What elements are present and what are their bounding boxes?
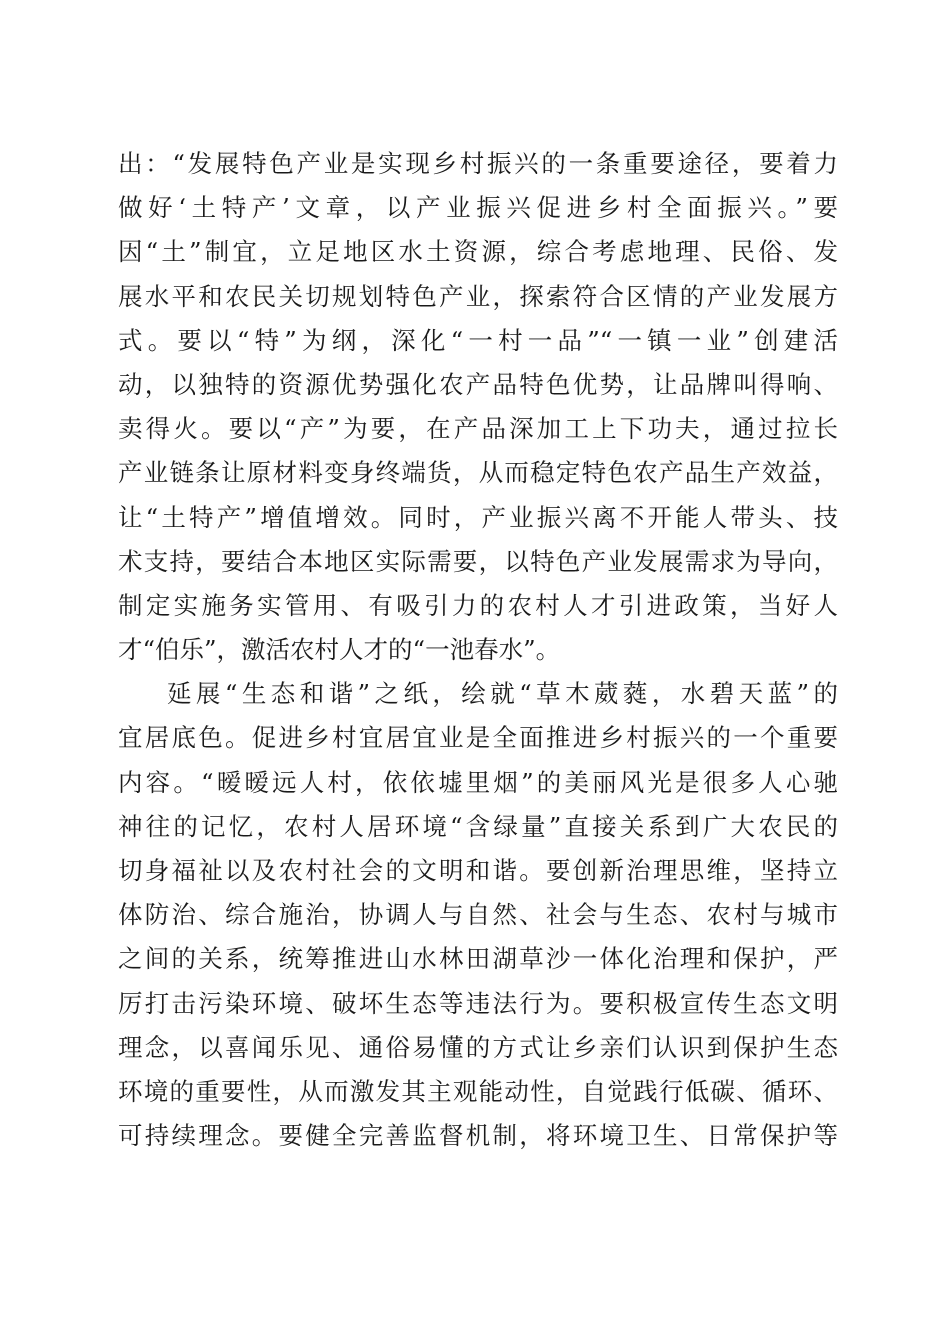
paragraph-2: [118, 672, 838, 1158]
text-line: 做好‘土特产’文章，以产业振兴促进乡村全面振兴。”要: [118, 193, 838, 223]
text-line: 术支持，要结合本地区实际需要，以特色产业发展需求为导向，: [118, 546, 838, 576]
text-line: 产业链条让原材料变身终端货，从而稳定特色农产品生产效益，: [118, 458, 838, 488]
text-line: 延展“生态和谐”之纸，绘就“草木葳蕤，水碧天蓝”的: [167, 679, 838, 709]
text-line: 厉打击污染环境、破坏生态等违法行为。要积极宣传生态文明: [118, 988, 838, 1018]
text-line: 动，以独特的资源优势强化农产品特色优势，让品牌叫得响、: [118, 369, 838, 399]
text-line: 环境的重要性，从而激发其主观能动性，自觉践行低碳、循环、: [118, 1076, 838, 1106]
text-line: 理念，以喜闻乐见、通俗易懂的方式让乡亲们认识到保护生态: [118, 1032, 838, 1062]
text-line: 式。要以“特”为纲，深化“一村一品”“一镇一业”创建活: [118, 325, 838, 355]
paragraph-1: [118, 142, 838, 672]
text-line: 出：“发展特色产业是实现乡村振兴的一条重要途径，要着力: [118, 149, 838, 178]
text-line: 内容。“暧暧远人村，依依墟里烟”的美丽风光是很多人心驰: [118, 767, 838, 797]
text-line: 切身福祉以及农村社会的文明和谐。要创新治理思维，坚持立: [118, 856, 838, 885]
text-line: 体防治、综合施治，协调人与自然、社会与生态、农村与城市: [118, 900, 838, 930]
text-line: 卖得火。要以“产”为要，在产品深加工上下功夫，通过拉长: [118, 414, 838, 444]
text-line: 让“土特产”增值增效。同时，产业振兴离不开能人带头、技: [118, 502, 838, 532]
text-line: 制定实施务实管用、有吸引力的农村人才引进政策，当好人: [118, 590, 838, 620]
text-line: 因“土”制宜，立足地区水土资源，综合考虑地理、民俗、发: [118, 237, 838, 267]
body-text: [118, 142, 838, 1158]
text-line: 展水平和农民关切规划特色产业，探索符合区情的产业发展方: [118, 281, 838, 311]
text-line: 宜居底色。促进乡村宜居宜业是全面推进乡村振兴的一个重要: [118, 723, 838, 753]
text-line: 神往的记忆，农村人居环境“含绿量”直接关系到广大农民的: [118, 811, 838, 841]
text-line: 之间的关系，统筹推进山水林田湖草沙一体化治理和保护，严: [118, 944, 838, 974]
text-line: 可持续理念。要健全完善监督机制，将环境卫生、日常保护等: [118, 1121, 838, 1151]
text-line: 才“伯乐”，激活农村人才的“一池春水”。: [118, 635, 561, 665]
